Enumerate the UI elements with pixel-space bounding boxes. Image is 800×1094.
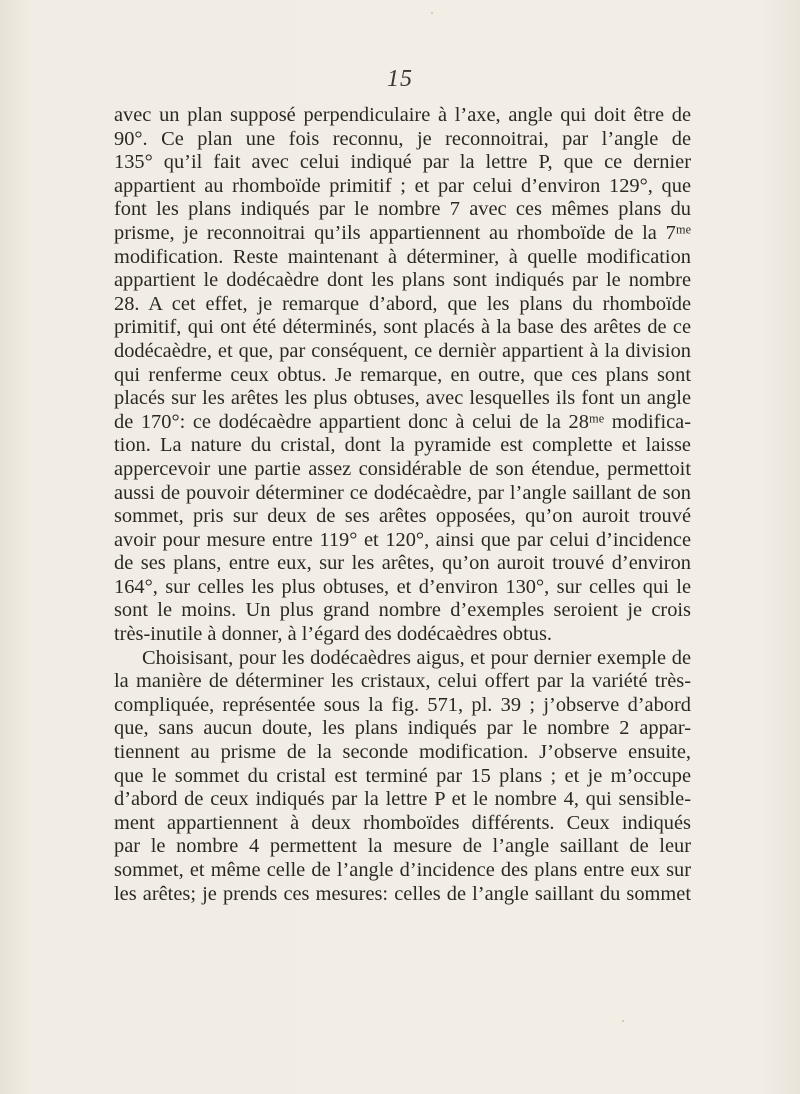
body-text <box>114 104 691 906</box>
text-line: 90°. Ce plan une fois reconnu, je reconnoitrai, par l’angle de <box>114 127 691 150</box>
text-line: 135° qu’il fait avec celui indiqué par la lettre P, que ce dernier <box>114 151 691 174</box>
paper-speck <box>622 1020 624 1022</box>
text-line: dodécaèdre, et que, par conséquent, ce dernièr appartient à la division <box>114 339 691 362</box>
text-line: prisme, je reconnoitrai qu’ils appartiennent au rhomboïde de la 7ᵐᵉ <box>114 221 691 244</box>
text-line: sommet, et même celle de l’angle d’incidence des plans entre eux sur <box>114 859 691 881</box>
text-line: modification. Reste maintenant à déterminer, à quelle modification <box>114 245 691 268</box>
text-line: primitif, qui ont été déterminés, sont placés à la base des arêtes de ce <box>114 316 691 339</box>
text-line: sont le moins. Un plus grand nombre d’exemples seroient je crois <box>114 599 691 622</box>
text-line: font les plans indiqués par le nombre 7 avec ces mêmes plans du <box>114 198 691 221</box>
text-line: sommet, pris sur deux de ses arêtes opposées, qu’on auroit trouvé <box>114 505 691 528</box>
text-line: 164°, sur celles les plus obtuses, et d’environ 130°, sur celles qui le <box>114 575 691 598</box>
text-line: très-inutile à donner, à l’égard des dodécaèdres obtus. <box>114 623 552 646</box>
paragraph-2 <box>114 647 691 907</box>
text-line: aussi de pouvoir déterminer ce dodécaèdre, par l’angle saillant de son <box>114 481 691 504</box>
text-line: 28. A cet effet, je remarque d’abord, que les plans du rhomboïde <box>114 292 691 315</box>
text-line: tiennent au prisme de la seconde modification. J’observe ensuite, <box>114 741 691 764</box>
text-line: qui renferme ceux obtus. Je remarque, en outre, que ces plans sont <box>114 363 691 386</box>
text-line: compliquée, représentée sous la fig. 571, pl. 39 ; j’observe d’abord <box>114 693 691 716</box>
text-line: de ses plans, entre eux, sur les arêtes, qu’on auroit trouvé d’environ <box>114 552 691 575</box>
text-line: les arêtes; je prends ces mesures: celles de l’angle saillant du sommet <box>114 882 691 905</box>
text-line: de 170°: ce dodécaèdre appartient donc à celui de la 28ᵐᵉ modifica- <box>114 410 691 433</box>
text-line: la manière de déterminer les cristaux, celui offert par la variété très- <box>114 670 691 693</box>
text-line: appartient au rhomboïde primitif ; et par celui d’environ 129°, que <box>114 174 691 197</box>
paper-speck <box>431 12 433 14</box>
text-line: que, sans aucun doute, les plans indiqués par le nombre 2 appar- <box>114 717 691 740</box>
text-line: avec un plan supposé perpendiculaire à l’axe, angle qui doit être de <box>114 104 691 126</box>
text-line: Choisisant, pour les dodécaèdres aigus, et pour dernier exemple de <box>142 646 691 669</box>
page-number: 15 <box>387 66 413 92</box>
text-line: tion. La nature du cristal, dont la pyramide est complette et laisse <box>114 434 691 457</box>
paragraph-1 <box>114 104 691 647</box>
text-line: appercevoir une partie assez considérable de son étendue, permettoit <box>114 457 691 480</box>
text-line: par le nombre 4 permettent la mesure de l’angle saillant de leur <box>114 835 691 858</box>
text-line: d’abord de ceux indiqués par la lettre P et le nombre 4, qui sensible- <box>114 788 691 811</box>
text-line: avoir pour mesure entre 119° et 120°, ainsi que par celui d’incidence <box>114 528 691 551</box>
text-line: appartient le dodécaèdre dont les plans sont indiqués par le nombre <box>114 269 691 292</box>
text-line: que le sommet du cristal est terminé par 15 plans ; et je m’occupe <box>114 764 691 787</box>
text-line: ment appartiennent à deux rhomboïdes différents. Ceux indiqués <box>114 811 691 834</box>
text-line: placés sur les arêtes les plus obtuses, avec lesquelles ils font un angle <box>114 387 691 410</box>
